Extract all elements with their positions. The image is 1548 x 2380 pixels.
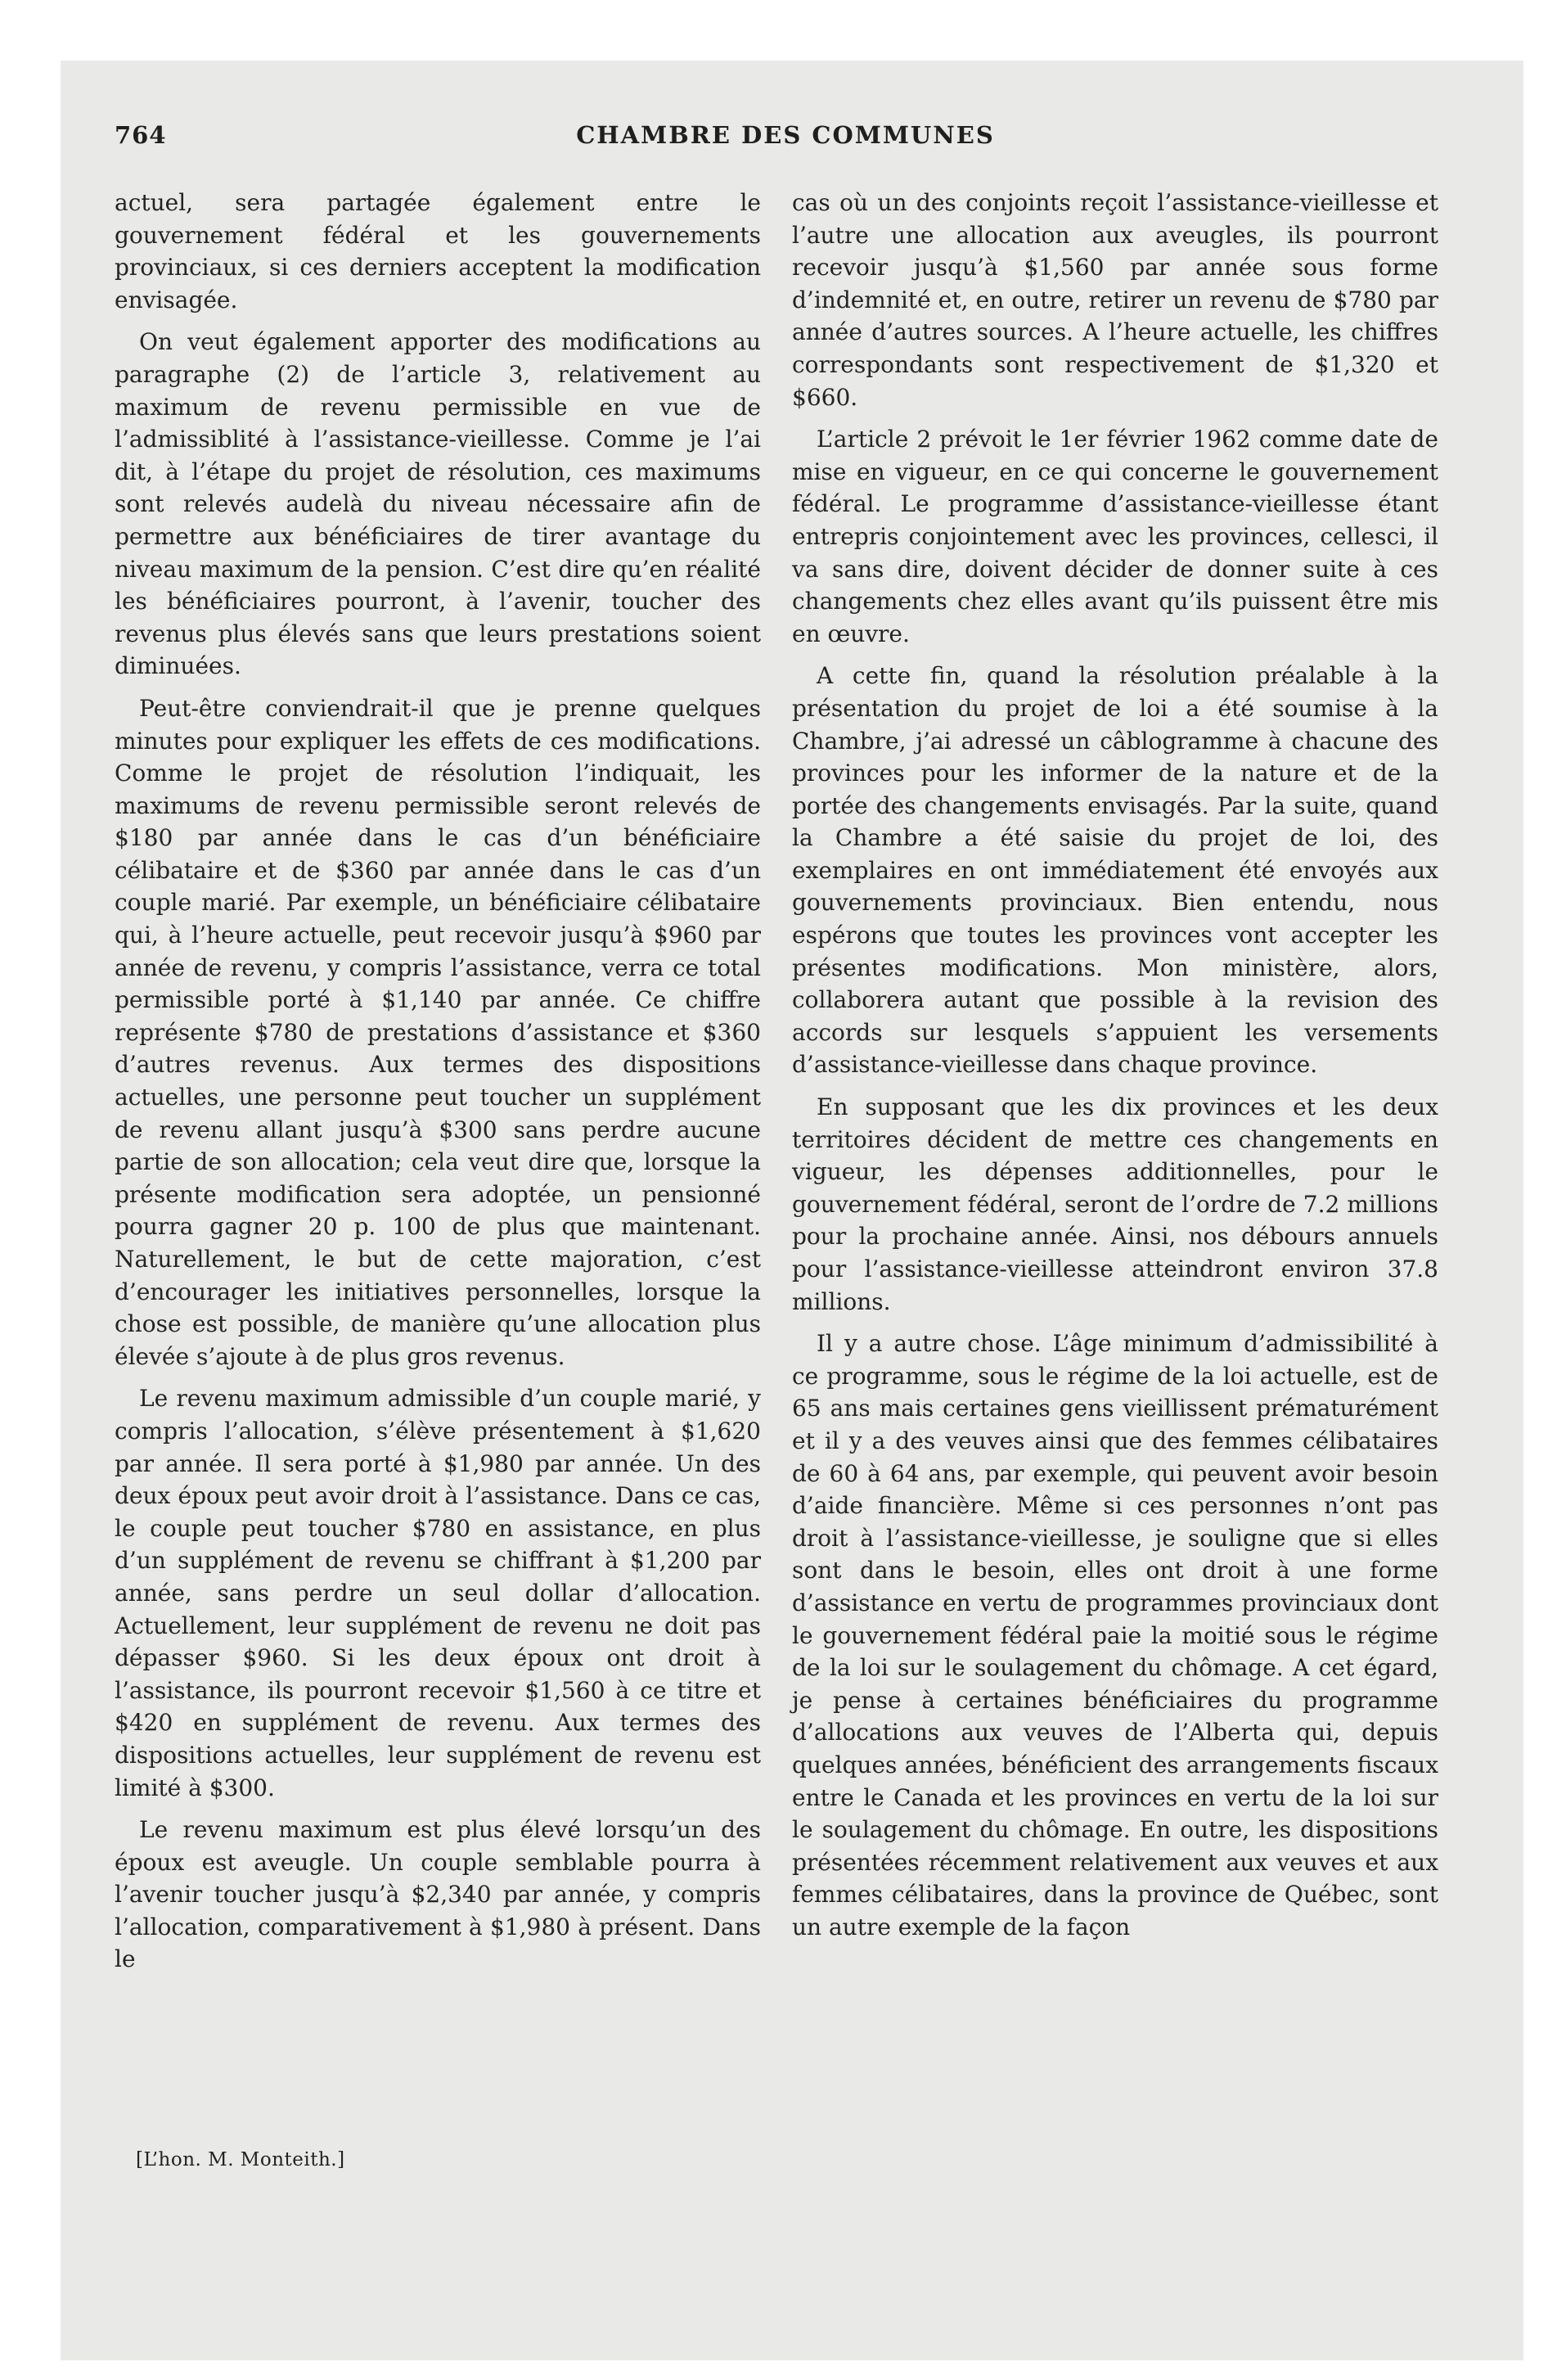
paragraph: Peut-être conviendrait-il que je prenne quelques minutes pour expliquer les effets de ces modifications. Comme le projet de résolution l’indiquait, les maximums de revenu permissible seront relevés de $180 par année dans le cas d’un bénéficiaire célibataire et de $360 par année dans le cas d’un couple marié. Par exemple, un bénéficiaire célibataire qui, à l’heure actuelle, peut recevoir jusqu’à $960 par année de revenu, y compris l’assistance, verra ce total permissible porté à $1,140 par année. Ce chiffre représente $780 de prestations d’assistance et $360 d’autres revenus. Aux termes des dispositions actuelles, une personne peut toucher un supplément de revenu allant jusqu’à $300 sans perdre aucune partie de son allocation; cela veut dire que, lorsque la présente modification sera adoptée, un pensionné pourra gagner 20 p. 100 de plus que maintenant. Naturellement, le but de cette majoration, c’est d’encourager les initiatives personnelles, lorsque la chose est possible, de manière qu’une allocation plus élevée s’ajoute à de plus gros revenus. <box>115 694 761 1370</box>
page-header <box>115 121 1456 162</box>
speaker-note: [L’hon. M. Monteith.] <box>136 2149 345 2170</box>
paragraph: cas où un des conjoints reçoit l’assistance-vieillesse et l’autre une allocation aux aveugles, ils pourront recevoir jusqu’à $1,560 par année sous forme d’indemnité et, en outre, retirer un revenu de $780 par année d’autres sources. A l’heure actuelle, les chiffres correspondants sont respectivement de $1,320 et $660. <box>792 189 1438 411</box>
paragraph: On veut également apporter des modifications au paragraphe (2) de l’article 3, relativement au maximum de revenu permissible en vue de l’admissiblité à l’assistance-vieillesse. Comme je l’ai dit, à l’étape du projet de résolution, ces maximums sont relevés audelà du niveau nécessaire afin de permettre aux bénéficiaires de tirer avantage du niveau maximum de la pension. C’est dire qu’en réalité les bénéficiaires pourront, à l’avenir, toucher des revenus plus élevés sans que leurs prestations soient diminuées. <box>115 328 761 680</box>
running-title: CHAMBRE DES COMMUNES <box>576 121 995 149</box>
left-column <box>115 187 761 1986</box>
paragraph: Le revenu maximum admissible d’un couple marié, y compris l’allocation, s’élève présentement à $1,620 par année. Il sera porté à $1,980 par année. Un des deux époux peut avoir droit à l’assistance. Dans ce cas, le couple peut toucher $780 en assistance, en plus d’un supplément de revenu se chiffrant à $1,200 par année, sans perdre un seul dollar d’allocation. Actuellement, leur supplément de revenu ne doit pas dépasser $960. Si les deux époux ont droit à l’assistance, ils pourront recevoir $1,560 à ce titre et $420 en supplément de revenu. Aux termes des dispositions actuelles, leur supplément de revenu est limité à $300. <box>115 1385 761 1801</box>
paragraph: A cette fin, quand la résolution préalable à la présentation du projet de loi a été soumise à la Chambre, j’ai adressé un câblogramme à chacune des provinces pour les informer de la nature et de la portée des changements envisagés. Par la suite, quand la Chambre a été saisie du projet de loi, des exemplaires en ont immédiatement été envoyés aux gouvernements provinciaux. Bien entendu, nous espérons que toutes les provinces vont accepter les présentes modifications. Mon ministère, alors, collaborera autant que possible à la revision des accords sur lesquels s’appuient les versements d’assistance-vieillesse dans chaque province. <box>792 662 1438 1079</box>
paragraph: En supposant que les dix provinces et les deux territoires décident de mettre ces changements en vigueur, les dépenses additionnelles, pour le gouvernement fédéral, seront de l’ordre de 7.2 millions pour la prochaine année. Ainsi, nos débours annuels pour l’assistance-vieillesse atteindront environ 37.8 millions. <box>792 1093 1438 1315</box>
paragraph: Le revenu maximum est plus élevé lorsqu’un des époux est aveugle. Un couple semblable pourra à l’avenir toucher jusqu’à $2,340 par année, y compris l’allocation, comparativement à $1,980 à présent. Dans le <box>115 1816 761 1973</box>
paragraph: L’article 2 prévoit le 1er février 1962 comme date de mise en vigueur, en ce qui concerne le gouvernement fédéral. Le programme d’assistance-vieillesse étant entrepris conjointement avec les provinces, cellesci, il va sans dire, doivent décider de donner suite à ces changements chez elles avant qu’ils puissent être mis en œuvre. <box>792 426 1438 647</box>
right-column <box>792 187 1438 1953</box>
paragraph: Il y a autre chose. L’âge minimum d’admissibilité à ce programme, sous le régime de la loi actuelle, est de 65 ans mais certaines gens vieillissent prématurément et il y a des veuves ainsi que des femmes célibataires de 60 à 64 ans, par exemple, qui peuvent avoir besoin d’aide financière. Même si ces personnes n’ont pas droit à l’assistance-vieillesse, je souligne que si elles sont dans le besoin, elles ont droit à une forme d’assistance en vertu de programmes provinciaux dont le gouvernement fédéral paie la moitié sous le régime de la loi sur le soulagement du chômage. A cet égard, je pense à certaines bénéficiaires du programme d’allocations aux veuves de l’Alberta qui, depuis quelques années, bénéficient des arrangements fiscaux entre le Canada et les provinces en vertu de la loi sur le soulagement du chômage. En outre, les dispositions présentées récemment relativement aux veuves et aux femmes célibataires, dans la province de Québec, sont un autre exemple de la façon <box>792 1330 1438 1941</box>
paragraph: actuel, sera partagée également entre le gouvernement fédéral et les gouvernements provinciaux, si ces derniers acceptent la modification envisagée. <box>115 189 761 313</box>
page-number: 764 <box>115 121 167 149</box>
